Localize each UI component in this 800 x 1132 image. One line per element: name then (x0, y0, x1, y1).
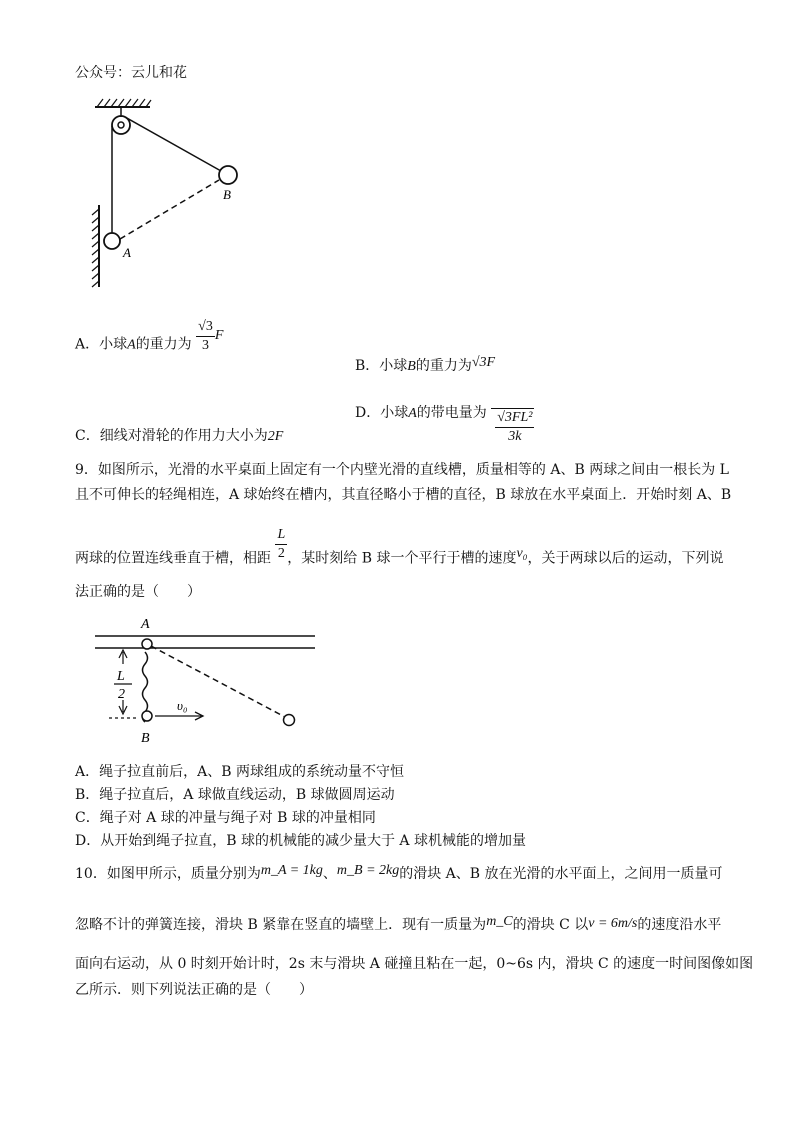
ball-a (104, 233, 120, 249)
q9-option-a: A．绳子拉直前后，A、B 两球组成的系统动量不守恒 (75, 764, 404, 780)
ball-b (219, 166, 237, 184)
q10-velocity: v = 6m/s (588, 916, 638, 931)
q8d-mid: 的带电量为 (416, 405, 487, 421)
q10-sep: 、 (322, 866, 337, 882)
q9-line3-c: ，关于两球以后的运动，下列说 (527, 550, 724, 567)
q10-line2-c: 的速度沿水平 (637, 917, 722, 933)
q9-option-b: B．绳子拉直后，A 球做直线运动，B 球做圆周运动 (75, 787, 395, 803)
q10-line3: 面向右运动，从 0 时刻开始计时，2s 末与滑块 A 碰撞且粘在一起，0~6s 内，滑块 C 的速度一时间图像如图 (75, 956, 754, 972)
q8-option-b (355, 356, 495, 377)
q9-line3 (75, 527, 724, 577)
q10-line1-b: 的滑块 A、B 放在光滑的水平面上，之间用一质量可 (399, 866, 723, 882)
moved-ball-b (284, 715, 295, 726)
groove-label-a: A (141, 617, 150, 632)
groove-label-b: B (141, 731, 150, 746)
q8d-den: 3k (508, 429, 522, 444)
q8a-prefix: A．小球 (75, 336, 128, 353)
q9-line4: 法正确的是（ ） (75, 584, 201, 600)
q8b-var: B (407, 359, 416, 374)
q9-frac-num: L (275, 526, 287, 545)
groove-label-v: υ₀ (177, 698, 188, 713)
q10-line4: 乙所示．则下列说法正确的是（ ） (75, 982, 313, 998)
header-text: 公众号：云儿和花 (75, 65, 187, 81)
q8d-prefix: D．小球 (355, 405, 409, 421)
q8d-var: A (408, 406, 417, 421)
q10-line2-a: 忽略不计的弹簧连接，滑块 B 紧靠在竖直的墙壁上．现有一质量为 (75, 917, 487, 933)
q9-frac-den: 2 (277, 546, 285, 561)
q10-mass-b: m_B = 2kg (336, 863, 400, 878)
q8-option-a (75, 319, 224, 363)
q10-line2 (75, 915, 721, 936)
q8a-var: A (127, 337, 136, 353)
q9-fraction (275, 526, 287, 563)
q10-mass-a: m_A = 1kg (260, 863, 323, 878)
q10-line1 (75, 864, 723, 885)
q9-option-c: C．绳子对 A 球的冲量与绳子对 B 球的冲量相同 (75, 810, 376, 826)
groove-label-2: 2 (118, 687, 125, 702)
groove-ball-b (142, 711, 152, 721)
q9-line1: 9．如图所示，光滑的水平桌面上固定有一个内壁光滑的直线槽，质量相等的 A、B 两球之间由一根长为 L (75, 462, 729, 478)
q10-line1-a: 10．如图甲所示，质量分别为 (75, 866, 261, 882)
q9-line3-v: v₀ (516, 545, 528, 561)
label-b: B (223, 187, 231, 202)
q8a-den: 3 (201, 338, 209, 353)
q9-option-d: D．从开始到绳子拉直，B 球的机械能的减少量大于 A 球机械能的增加量 (75, 833, 526, 849)
q10-line2-b: 的滑块 C 以 (512, 917, 589, 933)
q9-line3-a: 两球的位置连线垂直于槽，相距 (75, 550, 271, 567)
q8-option-c (75, 426, 283, 447)
pulley-figure (85, 95, 260, 295)
q10-mass-c: m_C (486, 914, 513, 929)
q8c-prefix: C．细线对滑轮的作用力大小为 (75, 428, 268, 444)
q8b-mid: 的重力为 (415, 358, 472, 374)
groove-ball-a (142, 639, 152, 649)
q8a-fraction (196, 318, 215, 355)
q8c-expr: 2F (267, 429, 284, 444)
q8d-fraction (491, 408, 534, 446)
groove-label-l: L (117, 669, 125, 684)
label-a: A (123, 245, 131, 260)
q8-option-d (355, 394, 534, 444)
q8a-mid: 的重力为 (135, 336, 192, 353)
q8a-num: √3 (196, 318, 215, 337)
q8b-expr: √3F (471, 355, 496, 370)
q8b-prefix: B．小球 (355, 358, 408, 374)
q8d-num: √3FL² (495, 409, 534, 428)
q9-line2: 且不可伸长的轻绳相连，A 球始终在槽内，其直径略小于槽的直径，B 球放在水平桌面上．开始时刻 A、B (75, 487, 732, 503)
groove-figure (85, 612, 325, 752)
q8a-tail: F (214, 327, 224, 343)
q9-line3-b: ，某时刻给 B 球一个平行于槽的速度 (287, 550, 517, 567)
